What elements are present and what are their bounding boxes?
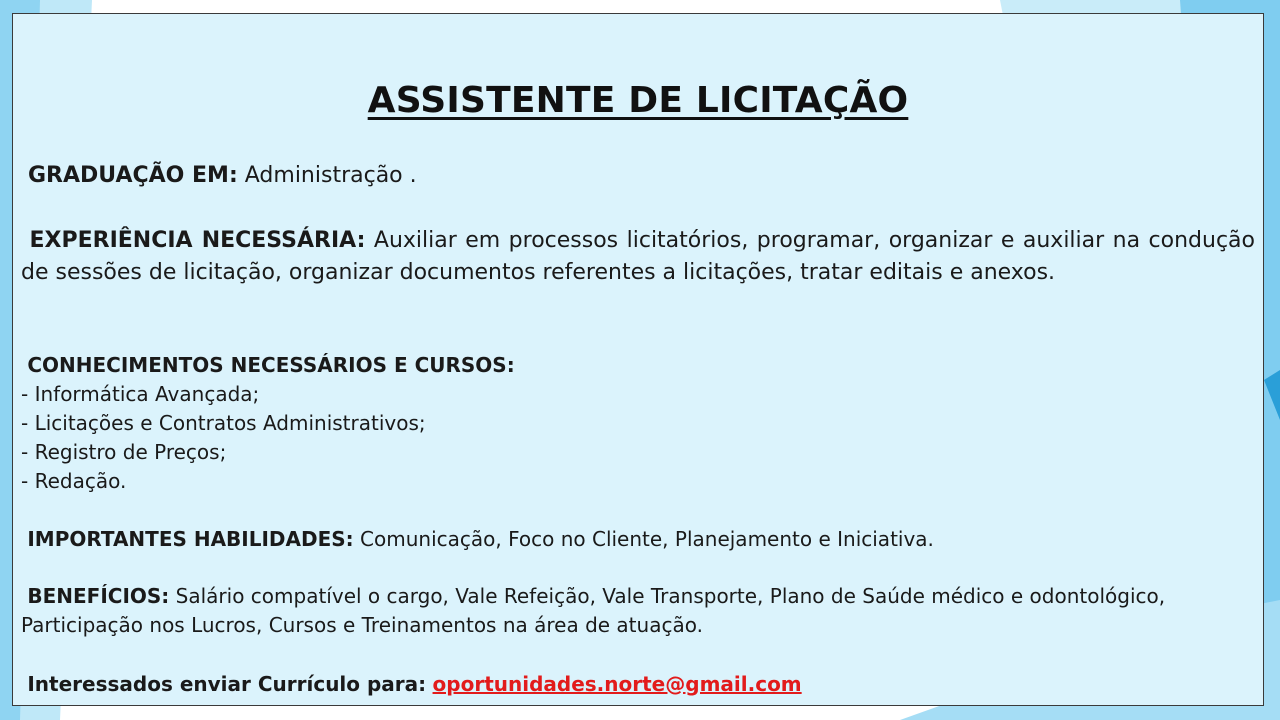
graduacao-value: Administração . xyxy=(244,163,417,188)
page-title: ASSISTENTE DE LICITAÇÃO xyxy=(367,80,909,121)
beneficios-section xyxy=(21,582,1255,640)
experiencia-section xyxy=(21,225,1255,289)
habilidades-label: IMPORTANTES HABILIDADES: xyxy=(27,527,354,551)
graduacao-label: GRADUAÇÃO EM: xyxy=(28,163,238,188)
beneficios-label: BENEFÍCIOS: xyxy=(27,584,170,608)
graduacao-section xyxy=(21,160,1255,192)
contato-section xyxy=(21,670,1255,699)
beneficios-value: Salário compatível o cargo, Vale Refeição, Vale Transporte, Plano de Saúde médico e odontológico, Participação nos Lucros, Cursos e Treinamentos na área de atuação. xyxy=(21,584,1166,637)
list-item: - Redação. xyxy=(21,469,127,493)
list-item: - Registro de Preços; xyxy=(21,440,227,464)
conhecimentos-section xyxy=(21,351,1255,496)
list-item: - Licitações e Contratos Administrativos; xyxy=(21,411,426,435)
experiencia-value: Auxiliar em processos licitatórios, programar, organizar e auxiliar na condução de sessões de licitação, organizar documentos referentes a licitações, tratar editais e anexos. xyxy=(21,228,1256,285)
habilidades-section xyxy=(21,525,1255,554)
habilidades-value: Comunicação, Foco no Cliente, Planejamento e Iniciativa. xyxy=(360,527,934,551)
conhecimentos-label: CONHECIMENTOS NECESSÁRIOS E CURSOS: xyxy=(27,353,515,377)
experiencia-label: EXPERIÊNCIA NECESSÁRIA: xyxy=(29,228,366,253)
list-item: - Informática Avançada; xyxy=(21,382,260,406)
email-link[interactable]: oportunidades.norte@gmail.com xyxy=(432,672,802,696)
contato-label: Interessados enviar Currículo para: xyxy=(27,672,427,696)
content-panel xyxy=(12,13,1264,706)
